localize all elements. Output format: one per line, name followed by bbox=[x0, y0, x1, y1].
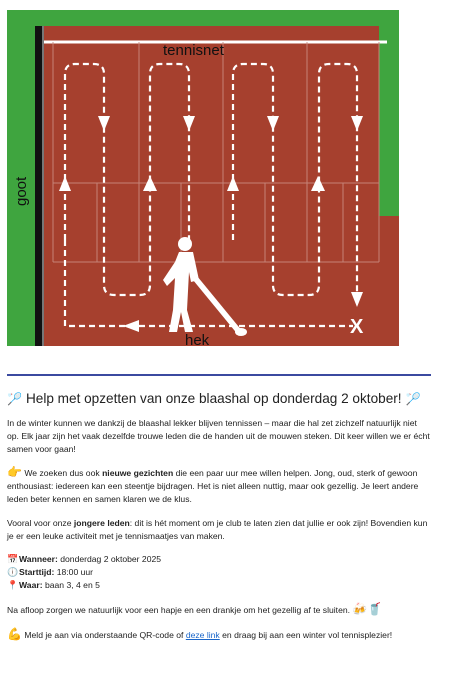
tennis-racket-icon: 🏸 bbox=[7, 392, 22, 406]
schedule bbox=[7, 553, 431, 592]
headline-text: Help met opzetten van onze blaashal op donderdag 2 oktober! bbox=[25, 391, 402, 406]
schedule-when bbox=[7, 553, 431, 566]
where-label: Waar: bbox=[19, 580, 43, 591]
flexed-arm-icon: 💪 bbox=[7, 627, 22, 642]
paragraph-afterwards bbox=[7, 603, 431, 617]
paragraph-signup bbox=[7, 628, 431, 642]
text-span: Meld je aan via onderstaande QR-code of bbox=[24, 630, 186, 641]
text-span: Na afloop zorgen we natuurlijk voor een hapje en een drankje om het gezellig af te sluiten. bbox=[7, 605, 351, 616]
time-label: Starttijd: bbox=[19, 567, 55, 578]
bold-text: jongere leden bbox=[73, 517, 130, 528]
court-diagram bbox=[7, 10, 399, 346]
drinks-icon: 🍻🥤 bbox=[352, 602, 383, 617]
paragraph-intro: In de winter kunnen we dankzij de blaashal lekker blijven tennissen – maar die hal zet zichzelf natuurlijk niet op. Elk jaar zijn het vaak dezelfde trouwe leden die de handen uit de mouwen steken. Dit keer willen we er écht samen voor gaan! bbox=[7, 418, 430, 454]
text-span: en draag bij aan een winter vol tennisplezier! bbox=[219, 630, 393, 641]
end-mark: X bbox=[350, 316, 364, 338]
calendar-icon: 📅 bbox=[7, 554, 19, 565]
hek-label: hek bbox=[185, 332, 210, 346]
location-pin-icon: 📍 bbox=[7, 580, 19, 591]
goot-label: goot bbox=[13, 176, 30, 206]
text-span: We zoeken dus ook bbox=[24, 468, 103, 479]
clock-icon: 🕕 bbox=[7, 567, 19, 578]
text-span: Vooral voor onze bbox=[7, 517, 74, 528]
article-body bbox=[7, 390, 431, 653]
paragraph-new-faces bbox=[7, 466, 431, 505]
tennisnet-label: tennisnet bbox=[163, 42, 224, 59]
paragraph-young-members bbox=[7, 517, 431, 543]
time-value: 18:00 uur bbox=[54, 567, 94, 578]
court-diagram-svg bbox=[7, 10, 399, 346]
text-span: : dit is hét moment om je club te laten zien dat jullie er ook zijn! Bovendien kun je er een leuke activiteit met je tennismaatjes van maken. bbox=[7, 517, 428, 541]
when-label: Wanneer: bbox=[19, 554, 58, 565]
pointing-hand-icon: 👉 bbox=[7, 465, 22, 480]
schedule-where bbox=[7, 579, 431, 592]
where-value: baan 3, 4 en 5 bbox=[42, 580, 100, 591]
bold-text: nieuwe gezichten bbox=[102, 468, 174, 479]
signup-link[interactable]: deze link bbox=[185, 630, 220, 641]
section-divider bbox=[7, 374, 431, 376]
when-value: donderdag 2 oktober 2025 bbox=[57, 554, 162, 565]
gutter bbox=[35, 26, 42, 346]
headline bbox=[7, 390, 431, 408]
tennis-racket-icon: 🏸 bbox=[405, 392, 421, 406]
text-span: die een paar uur mee willen helpen. Jong, oud, sterk of gewoon enthousiast: iedereen kan een steentje bijdragen. Het is niet alleen nuttig, maar ook gezellig. Je leert andere leden beter kennen en samen klaren we de klus. bbox=[7, 468, 419, 504]
schedule-time bbox=[7, 566, 431, 579]
